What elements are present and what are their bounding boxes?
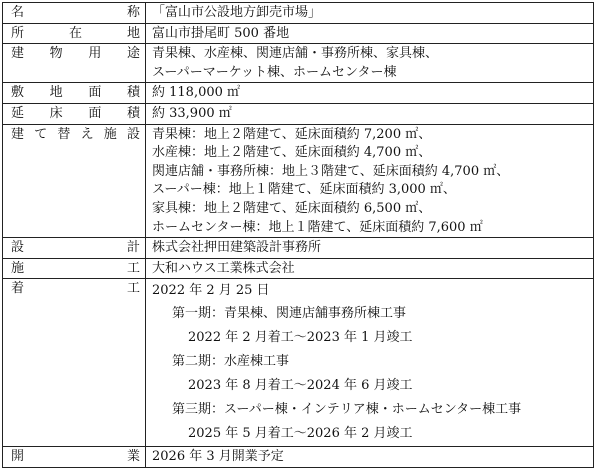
rebuild-line-2: 水産棟：地上２階建て、延床面積約 4,700 ㎡、 <box>152 145 432 161</box>
row-design <box>3 238 594 259</box>
row-site-area <box>3 83 594 104</box>
label-opening: 開 業 <box>11 449 140 465</box>
label-cell-opening <box>3 447 146 468</box>
rebuild-line-1: 青果棟：地上２階建て、延床面積約 7,200 ㎡、 <box>152 126 432 142</box>
label-design: 設 計 <box>11 240 140 256</box>
row-floor-area <box>3 103 594 124</box>
label-construction: 施 工 <box>11 260 140 276</box>
phase-3-title: 第三期：スーパー棟・インテリア棟・ホームセンター棟工事 <box>172 402 522 418</box>
value-cell-construction <box>146 258 594 279</box>
label-name: 名 称 <box>11 5 140 20</box>
value-cell-start <box>146 279 594 447</box>
rebuild-line-6: ホームセンター棟：地上１階建て、延床面積約 7,600 ㎡ <box>152 219 483 235</box>
value-cell-floor-area <box>146 103 594 124</box>
label-rebuild: 建 て 替 え 施 設 <box>11 126 140 142</box>
start-date: 2022 年 2 月 25 日 <box>152 283 270 299</box>
label-cell-name <box>3 3 146 24</box>
row-opening <box>3 447 594 468</box>
rebuild-line-5: 家具棟：地上２階建て、延床面積約 6,500 ㎡、 <box>152 200 432 216</box>
row-location <box>3 23 594 44</box>
label-cell-start <box>3 279 146 447</box>
value-floor-area: 約 33,900 ㎡ <box>152 105 232 121</box>
value-design: 株式会社押田建築設計事務所 <box>152 240 322 256</box>
row-construction <box>3 258 594 279</box>
rebuild-line-3: 関連店舗・事務所棟：地上３階建て、延床面積約 4,700 ㎡、 <box>152 163 510 179</box>
label-floor-area: 延 床 面 積 <box>11 105 140 121</box>
row-name <box>3 3 594 24</box>
value-cell-design <box>146 238 594 259</box>
label-site-area: 敷 地 面 積 <box>11 85 140 101</box>
phase-2-period: 2023 年 8 月着工～2024 年 6 月竣工 <box>188 378 413 394</box>
project-info-sheet <box>2 2 594 468</box>
label-cell-usage <box>3 44 146 83</box>
phase-3-period: 2025 年 5 月着工～2026 年 2 月竣工 <box>188 426 413 442</box>
value-cell-site-area <box>146 83 594 104</box>
row-start <box>3 279 594 447</box>
phase-1-title: 第一期：青果棟、関連店舗事務所棟工事 <box>172 306 407 322</box>
value-name: 「富山市公設地方卸売市場」 <box>152 5 322 20</box>
row-rebuild <box>3 124 594 238</box>
value-opening: 2026 年 3 月開業予定 <box>152 449 284 465</box>
row-usage <box>3 44 594 83</box>
value-cell-rebuild <box>146 124 594 238</box>
rebuild-line-4: スーパー棟：地上１階建て、延床面積約 3,000 ㎡、 <box>152 182 456 198</box>
value-site-area: 約 118,000 ㎡ <box>152 85 241 101</box>
label-cell-rebuild <box>3 124 146 238</box>
value-cell-name <box>146 3 594 24</box>
phase-2-title: 第二期：水産棟工事 <box>172 354 290 370</box>
label-cell-design <box>3 238 146 259</box>
usage-line-1: 青果棟、水産棟、関連店舗・事務所棟、家具棟、 <box>152 46 439 62</box>
label-start: 着 工 <box>11 281 140 297</box>
value-cell-usage <box>146 44 594 83</box>
value-location: 富山市掛尾町 500 番地 <box>152 25 290 41</box>
label-location: 所 在 地 <box>11 25 140 41</box>
value-cell-location <box>146 23 594 44</box>
value-construction: 大和ハウス工業株式会社 <box>152 260 295 276</box>
value-cell-opening <box>146 447 594 468</box>
label-cell-floor-area <box>3 103 146 124</box>
label-usage: 建 物 用 途 <box>11 46 140 62</box>
phase-1-period: 2022 年 2 月着工～2023 年 1 月竣工 <box>188 330 413 346</box>
usage-line-2: スーパーマーケット棟、ホームセンター棟 <box>152 64 397 80</box>
label-cell-location <box>3 23 146 44</box>
label-cell-construction <box>3 258 146 279</box>
label-cell-site-area <box>3 83 146 104</box>
project-info-table <box>2 2 594 468</box>
